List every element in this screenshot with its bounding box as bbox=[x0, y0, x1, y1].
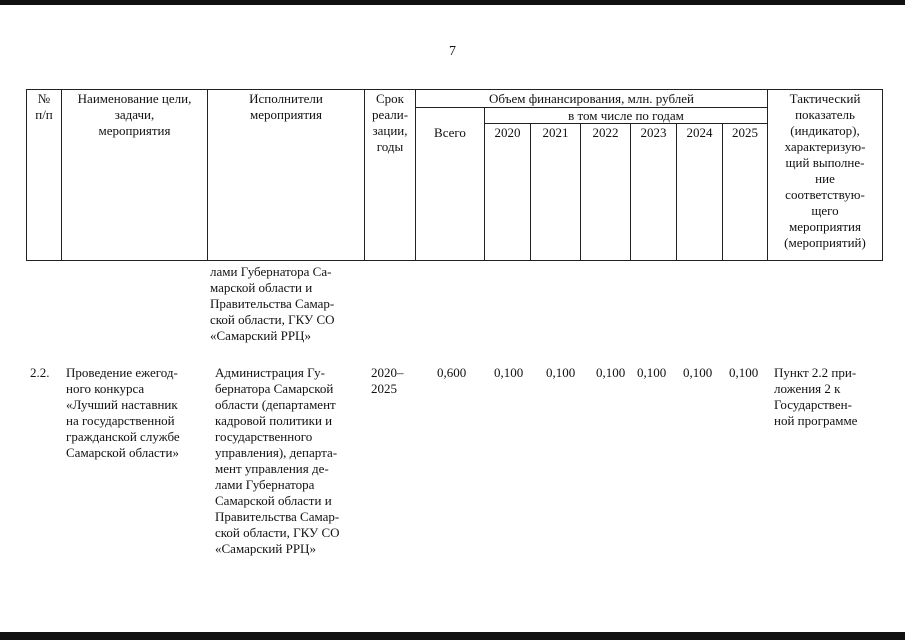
header-executors: Исполнители мероприятия bbox=[249, 91, 323, 122]
header-year-2024: 2024 bbox=[686, 125, 713, 140]
row-value-2025: 0,100 bbox=[729, 365, 759, 380]
header-year-2023: 2023 bbox=[640, 125, 667, 140]
row-value-2020: 0,100 bbox=[494, 365, 524, 380]
row-indicator: Пункт 2.2 при- ложения 2 к Государствен- ной программе bbox=[774, 365, 858, 428]
header-term: Срок реали- зации, годы bbox=[371, 91, 409, 154]
row-value-2023: 0,100 bbox=[637, 365, 667, 380]
header-name: Наименование цели, задачи, мероприятия bbox=[77, 91, 192, 138]
row-value-2022: 0,100 bbox=[596, 365, 626, 380]
scan-top-border bbox=[0, 0, 905, 5]
row-value-2021: 0,100 bbox=[546, 365, 576, 380]
header-by-years: в том числе по годам bbox=[568, 108, 684, 123]
page-number: 7 bbox=[449, 44, 456, 59]
header-year-2022: 2022 bbox=[592, 125, 619, 140]
row-executors: Администрация Гу- бернатора Самарской области (департамент кадровой политики и государственного управления), департа- мент управления де- лами Губернатора Самарской области и Правительства Самар- ской области, ГКУ СО «Самарский РРЦ» bbox=[215, 365, 340, 556]
header-year-2021: 2021 bbox=[542, 125, 569, 140]
row-term: 2020– 2025 bbox=[371, 365, 404, 396]
header-total: Всего bbox=[434, 125, 466, 140]
header-number: № п/п bbox=[35, 91, 53, 122]
row-name: Проведение ежегод- ного конкурса «Лучший наставник на государственной гражданской службе Самарской области» bbox=[66, 365, 180, 460]
header-indicator: Тактический показатель (индикатор), характеризую- щий выполне- ние соответствую- щего мероприятия (мероприятий) bbox=[784, 91, 866, 250]
row-total: 0,600 bbox=[437, 365, 467, 380]
row-number: 2.2. bbox=[30, 365, 50, 380]
scan-bottom-border bbox=[0, 632, 905, 640]
continuation-executors-text: лами Губернатора Са- марской области и Правительства Самар- ской области, ГКУ СО «Самарский РРЦ» bbox=[210, 264, 335, 343]
header-funding: Объем финансирования, млн. рублей bbox=[489, 91, 694, 106]
header-year-2020: 2020 bbox=[494, 125, 521, 140]
row-value-2024: 0,100 bbox=[683, 365, 713, 380]
header-year-2025: 2025 bbox=[732, 125, 758, 140]
